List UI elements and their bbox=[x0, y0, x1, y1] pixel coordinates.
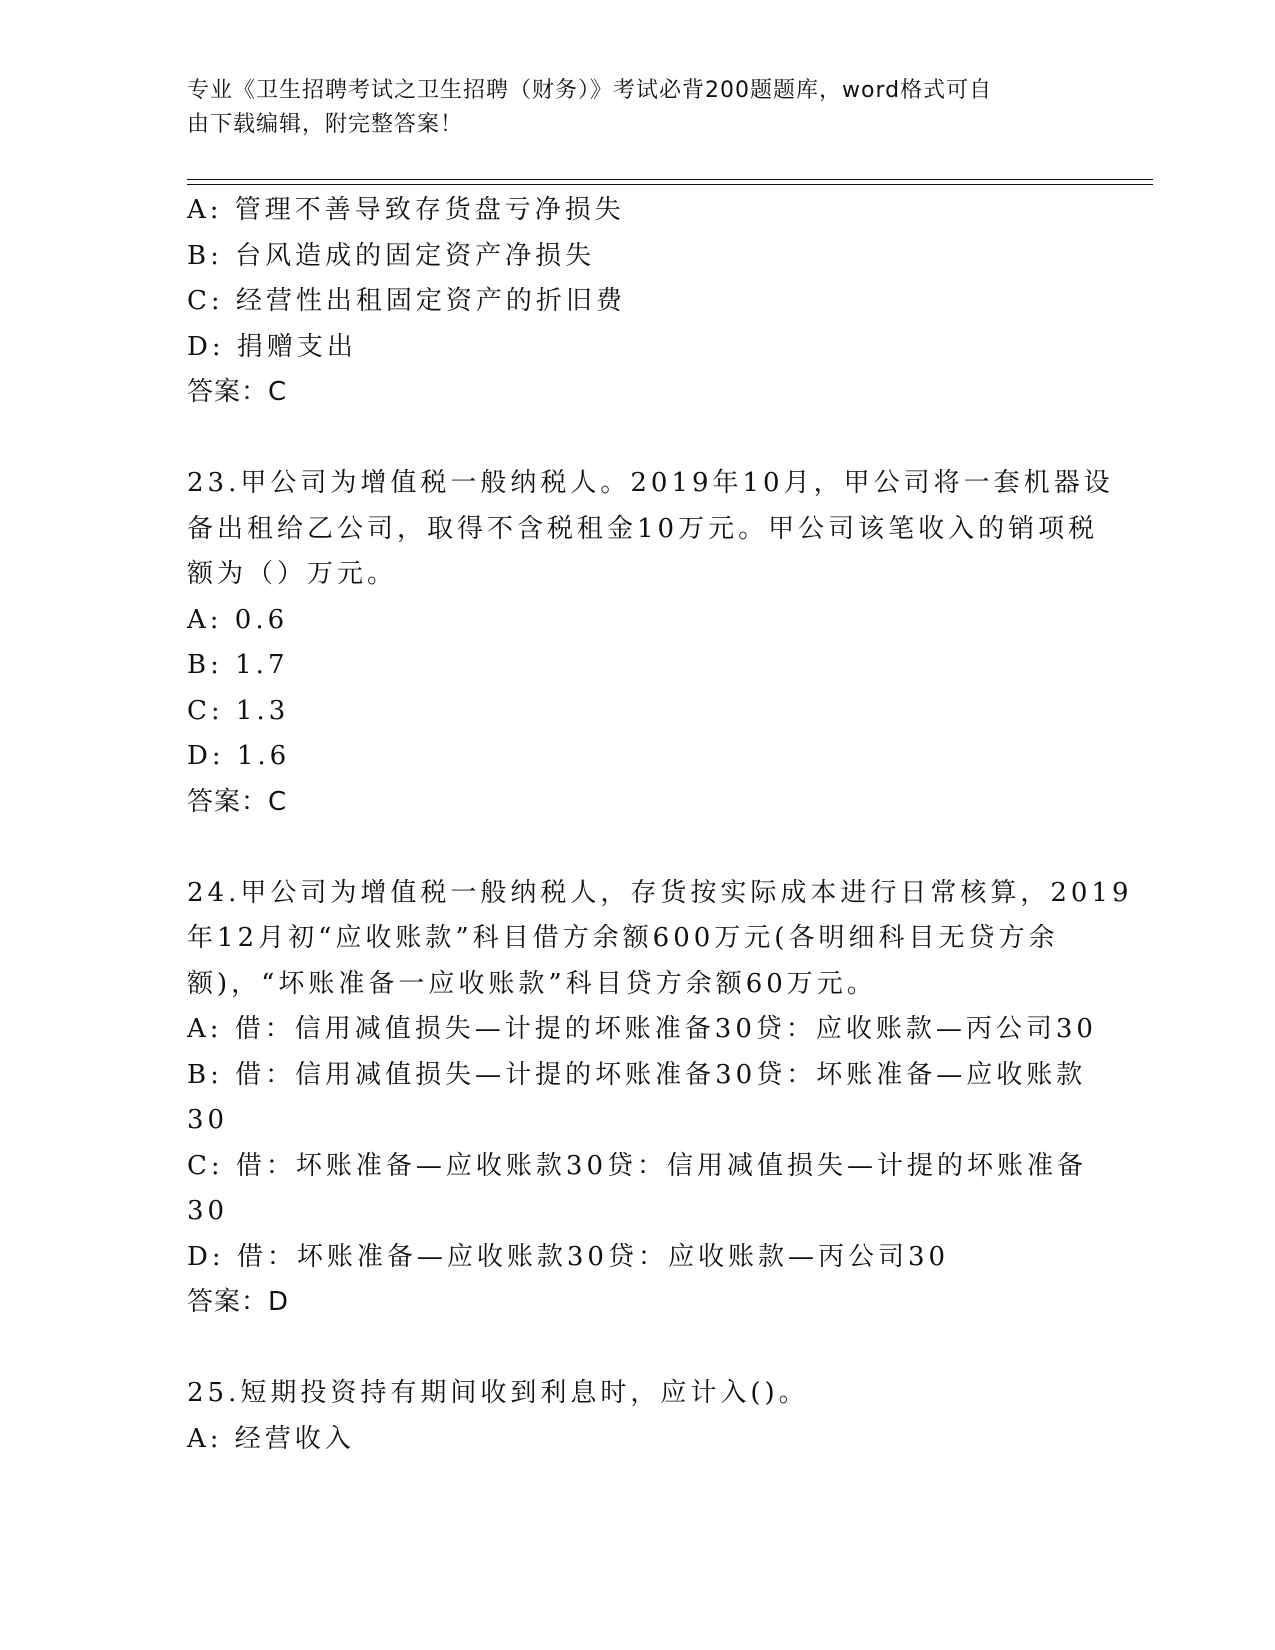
q25-option-a: A: 经营收入 bbox=[187, 1423, 355, 1454]
q24-question-line-1: 24.甲公司为增值税一般纳税人，存货按实际成本进行日常核算，2019 bbox=[187, 877, 1133, 908]
q22-option-c: C: 经营性出租固定资产的折旧费 bbox=[187, 286, 626, 316]
q22-option-a: A: 管理不善导致存货盘亏净损失 bbox=[187, 195, 625, 225]
q22-answer: 答案：C bbox=[187, 377, 288, 407]
q24-option-c: C: 借：坏账准备—应收账款30贷：信用减值损失—计提的坏账准备 bbox=[187, 1150, 1088, 1181]
header-title-line-2: 由下载编辑，附完整答案！ bbox=[187, 112, 464, 137]
q23-question-line-3: 额为（）万元。 bbox=[187, 559, 398, 589]
q24-option-a: A: 借：信用减值损失—计提的坏账准备30贷：应收账款—丙公司30 bbox=[187, 1014, 1097, 1044]
q22-option-d: D: 捐赠支出 bbox=[187, 331, 357, 362]
q22-option-b: B: 台风造成的固定资产净损失 bbox=[187, 240, 596, 271]
q24-question-line-3: 额)，“坏账准备一应收账款”科目贷方余额60万元。 bbox=[187, 968, 877, 999]
q23-option-a: A: 0.6 bbox=[187, 604, 289, 635]
q24-option-b: B: 借：信用减值损失—计提的坏账准备30贷：坏账准备—应收账款 bbox=[187, 1059, 1087, 1090]
q23-option-c: C: 1.3 bbox=[187, 695, 290, 726]
question-25 bbox=[187, 1371, 1087, 1462]
q23-answer: 答案：C bbox=[187, 786, 288, 817]
document-content bbox=[187, 188, 1133, 1462]
spacer bbox=[187, 416, 1087, 462]
q24-answer: 答案：D bbox=[187, 1287, 290, 1317]
q24-option-b-continued: 30 bbox=[187, 1105, 229, 1135]
header-title-line-1: 专业《卫生招聘考试之卫生招聘（财务）》考试必背200题题库，word格式可自 bbox=[187, 78, 993, 103]
document-header bbox=[187, 74, 1067, 142]
q23-question-line-2: 备出租给乙公司，取得不含税租金10万元。甲公司该笔收入的销项税 bbox=[187, 513, 1099, 544]
question-23 bbox=[187, 461, 1114, 825]
q23-option-b: B: 1.7 bbox=[187, 650, 289, 680]
spacer bbox=[187, 825, 1087, 871]
question-24 bbox=[187, 871, 1133, 1326]
q24-option-d: D: 借：坏账准备—应收账款30贷：应收账款—丙公司30 bbox=[187, 1241, 950, 1272]
q24-question-line-2: 年12月初“应收账款”科目借方余额600万元(各明细科目无贷方余 bbox=[187, 923, 1059, 953]
question-22 bbox=[187, 188, 1087, 416]
q23-option-d: D: 1.6 bbox=[187, 741, 291, 771]
spacer bbox=[187, 1326, 1087, 1372]
header-divider-bottom bbox=[187, 184, 1153, 185]
header-divider-top bbox=[187, 179, 1153, 180]
q23-question-line-1: 23.甲公司为增值税一般纳税人。2019年10月，甲公司将一套机器设 bbox=[187, 468, 1114, 498]
q25-question-line-1: 25.短期投资持有期间收到利息时，应计入()。 bbox=[187, 1378, 809, 1408]
q24-option-c-continued: 30 bbox=[187, 1196, 229, 1226]
